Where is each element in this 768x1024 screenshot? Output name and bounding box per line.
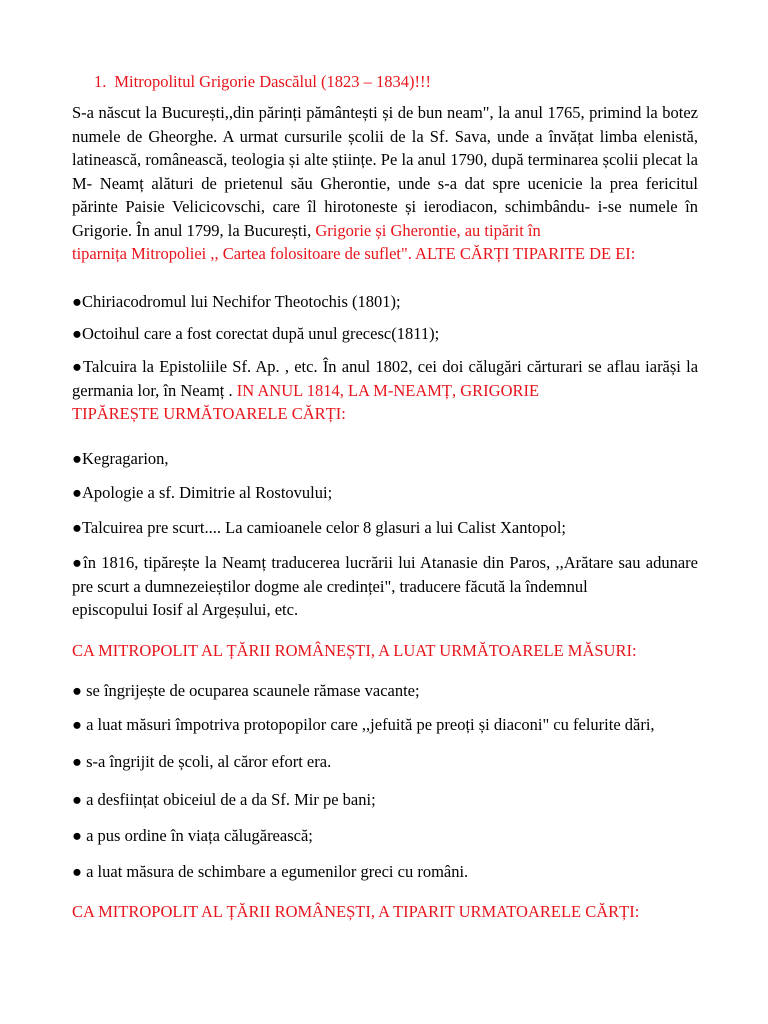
year-1816-line: episcopului Iosif al Argeșului, etc. — [72, 600, 299, 619]
intro-line: prea fericitul părinte Paisie Velicicovschi, care îl hirotoneste și ierodiacon, schimbându- — [72, 173, 699, 216]
measures-heading: CA MITROPOLIT AL ȚĂRII ROMÂNEȘTI, A LUAT URMĂTOARELE MĂSURI: — [72, 641, 637, 660]
intro-paragraph — [72, 101, 698, 266]
intro-line: elenistă, latinească, românească, teologia și alte științe. Pe la anul 1790, după terminarea — [72, 126, 698, 169]
list-item: ● a pus ordine în viața călugărească; — [72, 826, 313, 845]
talcuirea-paragraph — [72, 355, 698, 426]
list-item: ● se îngrijește de ocuparea scaunele rămase vacante; — [72, 681, 420, 700]
intro-line: școlii plecat la M- Neamț alături de prietenul său Gherontie, unde s-a dat spre ucenicie la — [72, 150, 699, 193]
heading-number: 1. — [94, 72, 107, 91]
intro-line: S-a născut la București,,din părinți pământești și de bun neam", la anul 1765, primind la — [72, 103, 658, 122]
list-item: ●Octoihul care a fost corectat după unul grecesc(1811); — [72, 324, 440, 343]
talcuirea-red-line-2: IN ANUL 1814, LA M-NEAMȚ, GRIGORIE — [236, 380, 540, 400]
intro-last-line: tiparnița Mitropoliei ,, Cartea folositoare de suflet". ALTE CĂRȚI TIPARITE DE EI: — [72, 244, 636, 263]
list-item: ●Kegragarion, — [72, 449, 169, 468]
list-item: ●Talcuirea pre scurt.... La camioanele celor 8 glasuri a lui Calist Xantopol; — [72, 518, 567, 537]
list-item: ● a luat măsuri împotriva protopopilor care ,,jefuită pe preoți și diaconi" cu felurite dări, — [72, 715, 655, 734]
section-heading — [94, 72, 431, 92]
intro-line: i-se numele în Grigorie. În anul 1799, la București, — [72, 197, 698, 240]
intro-line: botez numele de Gheorghe. A urmat cursurile școlii de la Sf. Sava, unde a învățat limba — [72, 103, 698, 146]
talcuirea-line-2: iarăși la germania lor, în Neamț . — [72, 357, 699, 400]
year-1816-line: adunare pre scurt a dumnezeieștilor dogme ale credinței", traducere făcută la îndemnul — [72, 553, 698, 596]
list-item: ● s-a îngrijit de școli, al căror efort era. — [72, 752, 332, 771]
list-item: ● a desființat obiceiul de a da Sf. Mir pe bani; — [72, 790, 376, 809]
talcuirea-red-line-3: TIPĂREȘTE URMĂTOARELE CĂRȚI: — [72, 404, 346, 423]
intro-red-tail: Grigorie și Gherontie, au tipărit în — [315, 220, 541, 240]
talcuirea-line-1: ●Talcuira la Epistoliile Sf. Ap. , etc. În anul 1802, cei doi călugări cărturari se aflau — [72, 357, 640, 376]
year-1816-paragraph — [72, 551, 698, 622]
list-item: ●Apologie a sf. Dimitrie al Rostovului; — [72, 483, 333, 502]
printed-books-heading: CA MITROPOLIT AL ȚĂRII ROMÂNEȘTI, A TIPARIT URMATOARELE CĂRȚI: — [72, 902, 640, 921]
year-1816-line: ●în 1816, tipărește la Neamț traducerea lucrării lui Atanasie din Paros, ,,Arătare sau — [72, 553, 641, 572]
heading-title: Mitropolitul Grigorie Dascălul (1823 – 1834)!!! — [114, 72, 432, 91]
list-item: ●Chiriacodromul lui Nechifor Theotochis (1801); — [72, 292, 401, 311]
list-item: ● a luat măsura de schimbare a egumenilor greci cu români. — [72, 862, 469, 881]
